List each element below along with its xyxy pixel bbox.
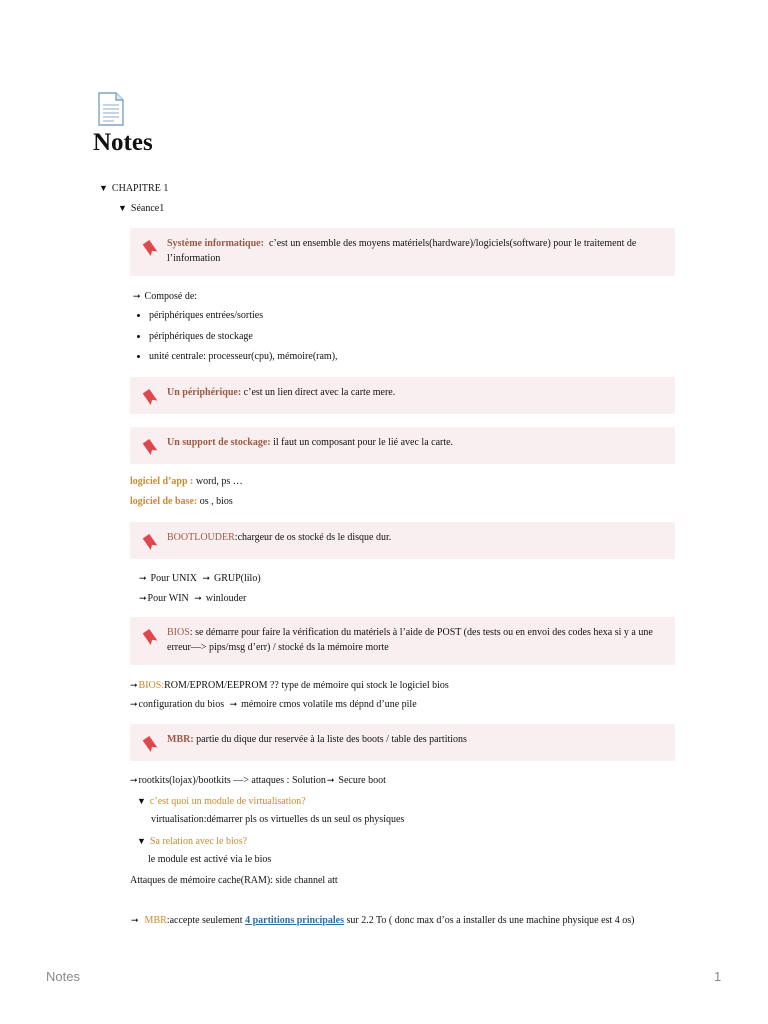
callout-label: Système informatique:: [167, 238, 264, 249]
bookmark-icon: [141, 239, 159, 257]
toggle-label: Séance1: [130, 203, 165, 214]
arrow-right-icon: ➞: [130, 775, 138, 785]
callout-label: Un périphérique:: [167, 387, 242, 398]
callout-label: BOOTLOUDER: [167, 532, 235, 543]
toggle-virtualisation[interactable]: [137, 794, 306, 809]
arrow-right-icon: ➞: [326, 775, 335, 785]
list-item: • périphériques de stockage: [149, 330, 338, 351]
boot-unix-line: [139, 571, 261, 586]
relation-bios-answer: le module est activé via le bios: [148, 854, 272, 865]
partitions-link[interactable]: 4 partitions principales: [245, 915, 344, 926]
mbr-partitions-line: [131, 913, 634, 928]
compose-list: [130, 309, 338, 371]
callout-separator: :: [189, 627, 193, 638]
bios-memory-text: ROM/EPROM/EEPROM ?? type de mémoire qui stock le logiciel bios: [164, 680, 449, 691]
arrow-right-icon: ➞: [131, 915, 139, 925]
toggle-label: CHAPITRE 1: [111, 183, 169, 194]
bios-config-target: mémoire cmos volatile ms dépnd d’une pile: [241, 699, 417, 710]
boot-unix-text: Pour UNIX: [150, 573, 197, 584]
callout-text: c’est un lien direct avec la carte mere.: [243, 387, 396, 398]
footer-page-number: 1: [714, 969, 722, 984]
bookmark-icon: [141, 735, 159, 753]
document-icon: [93, 91, 129, 127]
callout-text: c’est un ensemble des moyens matériels(hardware)/logiciels(software) pour le traitement de l’information: [167, 238, 637, 264]
boot-unix-target: GRUP(lilo): [213, 573, 261, 584]
triangle-down-icon[interactable]: ▼: [118, 203, 127, 213]
arrow-right-icon: ➞: [194, 593, 202, 603]
arrow-right-icon: ➞: [130, 680, 138, 690]
logiciel-app-text: word, ps …: [195, 476, 243, 487]
logiciel-base-line: [130, 495, 233, 509]
callout-text: se démarre pour faire la vérification du matériels à l’aide de POST (des tests ou en envoi des codes hexa si y a une erreur—> pips/msg d’err) / stocké ds la mémoire morte: [167, 627, 653, 653]
toggle-relation-bios[interactable]: [137, 834, 247, 849]
boot-win-line: [139, 591, 246, 606]
callout-separator: :: [234, 532, 238, 543]
mbr-text-end: sur 2.2 To ( donc max d’os a installer ds une machine physique est 4 os): [346, 915, 635, 926]
callout-text: chargeur de os stocké ds le disque dur.: [237, 532, 392, 543]
bookmark-icon: [141, 438, 159, 456]
callout-peripherique: [130, 377, 675, 414]
bios-label: BIOS:: [138, 680, 165, 691]
triangle-down-icon[interactable]: ▼: [137, 796, 146, 806]
callout-bios: [130, 617, 675, 665]
bookmark-icon: [141, 388, 159, 406]
compose-heading-text: Composé de:: [144, 291, 198, 302]
callout-label: MBR:: [167, 734, 194, 745]
toggle-seance1[interactable]: [118, 201, 164, 216]
mbr-separator: :: [166, 915, 170, 926]
triangle-down-icon[interactable]: ▼: [99, 183, 108, 193]
bios-config-line: [130, 697, 417, 712]
rootkits-text: rootkits(lojax)/bootkits —> attaques : Solution: [138, 775, 326, 786]
list-item: • unité centrale: processeur(cpu), mémoire(ram),: [149, 350, 338, 371]
toggle-label: c’est quoi un module de virtualisation?: [149, 796, 306, 807]
callout-label: BIOS: [167, 627, 190, 638]
logiciel-base-label: logiciel de base:: [130, 496, 198, 507]
toggle-label: Sa relation avec le bios?: [149, 836, 248, 847]
mbr-text: accepte seulement: [169, 915, 243, 926]
arrow-right-icon: ➞: [130, 699, 138, 709]
rootkits-line: [130, 773, 386, 788]
callout-label: Un support de stockage:: [167, 437, 271, 448]
compose-heading: [133, 289, 197, 304]
callout-systeme-informatique: [130, 228, 675, 276]
logiciel-app-line: [130, 475, 243, 489]
callout-support-stockage: [130, 427, 675, 464]
mbr-label: MBR: [144, 915, 167, 926]
bookmark-icon: [141, 628, 159, 646]
footer-title: Notes: [46, 969, 80, 984]
arrow-right-icon: ➞: [139, 593, 147, 603]
arrow-right-icon: ➞: [229, 699, 238, 709]
bios-config-text: configuration du bios: [138, 699, 225, 710]
arrow-right-icon: ➞: [139, 573, 147, 583]
callout-mbr: [130, 724, 675, 761]
boot-win-target: winlouder: [205, 593, 247, 604]
cache-attack-line: Attaques de mémoire cache(RAM): side channel att: [130, 875, 338, 886]
callout-text: il faut un composant pour le lié avec la carte.: [273, 437, 454, 448]
arrow-right-icon: ➞: [202, 573, 210, 583]
boot-win-text: Pour WIN: [147, 593, 189, 604]
triangle-down-icon[interactable]: ▼: [137, 836, 146, 846]
list-item: • périphériques entrées/sorties: [149, 309, 338, 330]
arrow-right-icon: ➞: [133, 291, 141, 301]
bookmark-icon: [141, 533, 159, 551]
toggle-chapitre-1[interactable]: [99, 181, 168, 196]
callout-text: partie du dique dur reservée à la liste des boots / table des partitions: [196, 734, 467, 745]
logiciel-base-text: os , bios: [199, 496, 233, 507]
callout-bootlouder: [130, 522, 675, 559]
secure-boot-text: Secure boot: [338, 775, 386, 786]
logiciel-app-label: logiciel d’app :: [130, 476, 194, 487]
page-title: Notes: [93, 129, 153, 156]
virtualisation-answer: virtualisation:démarrer pls os virtuelles ds un seul os physiques: [151, 814, 405, 825]
bios-memory-line: [130, 678, 449, 693]
